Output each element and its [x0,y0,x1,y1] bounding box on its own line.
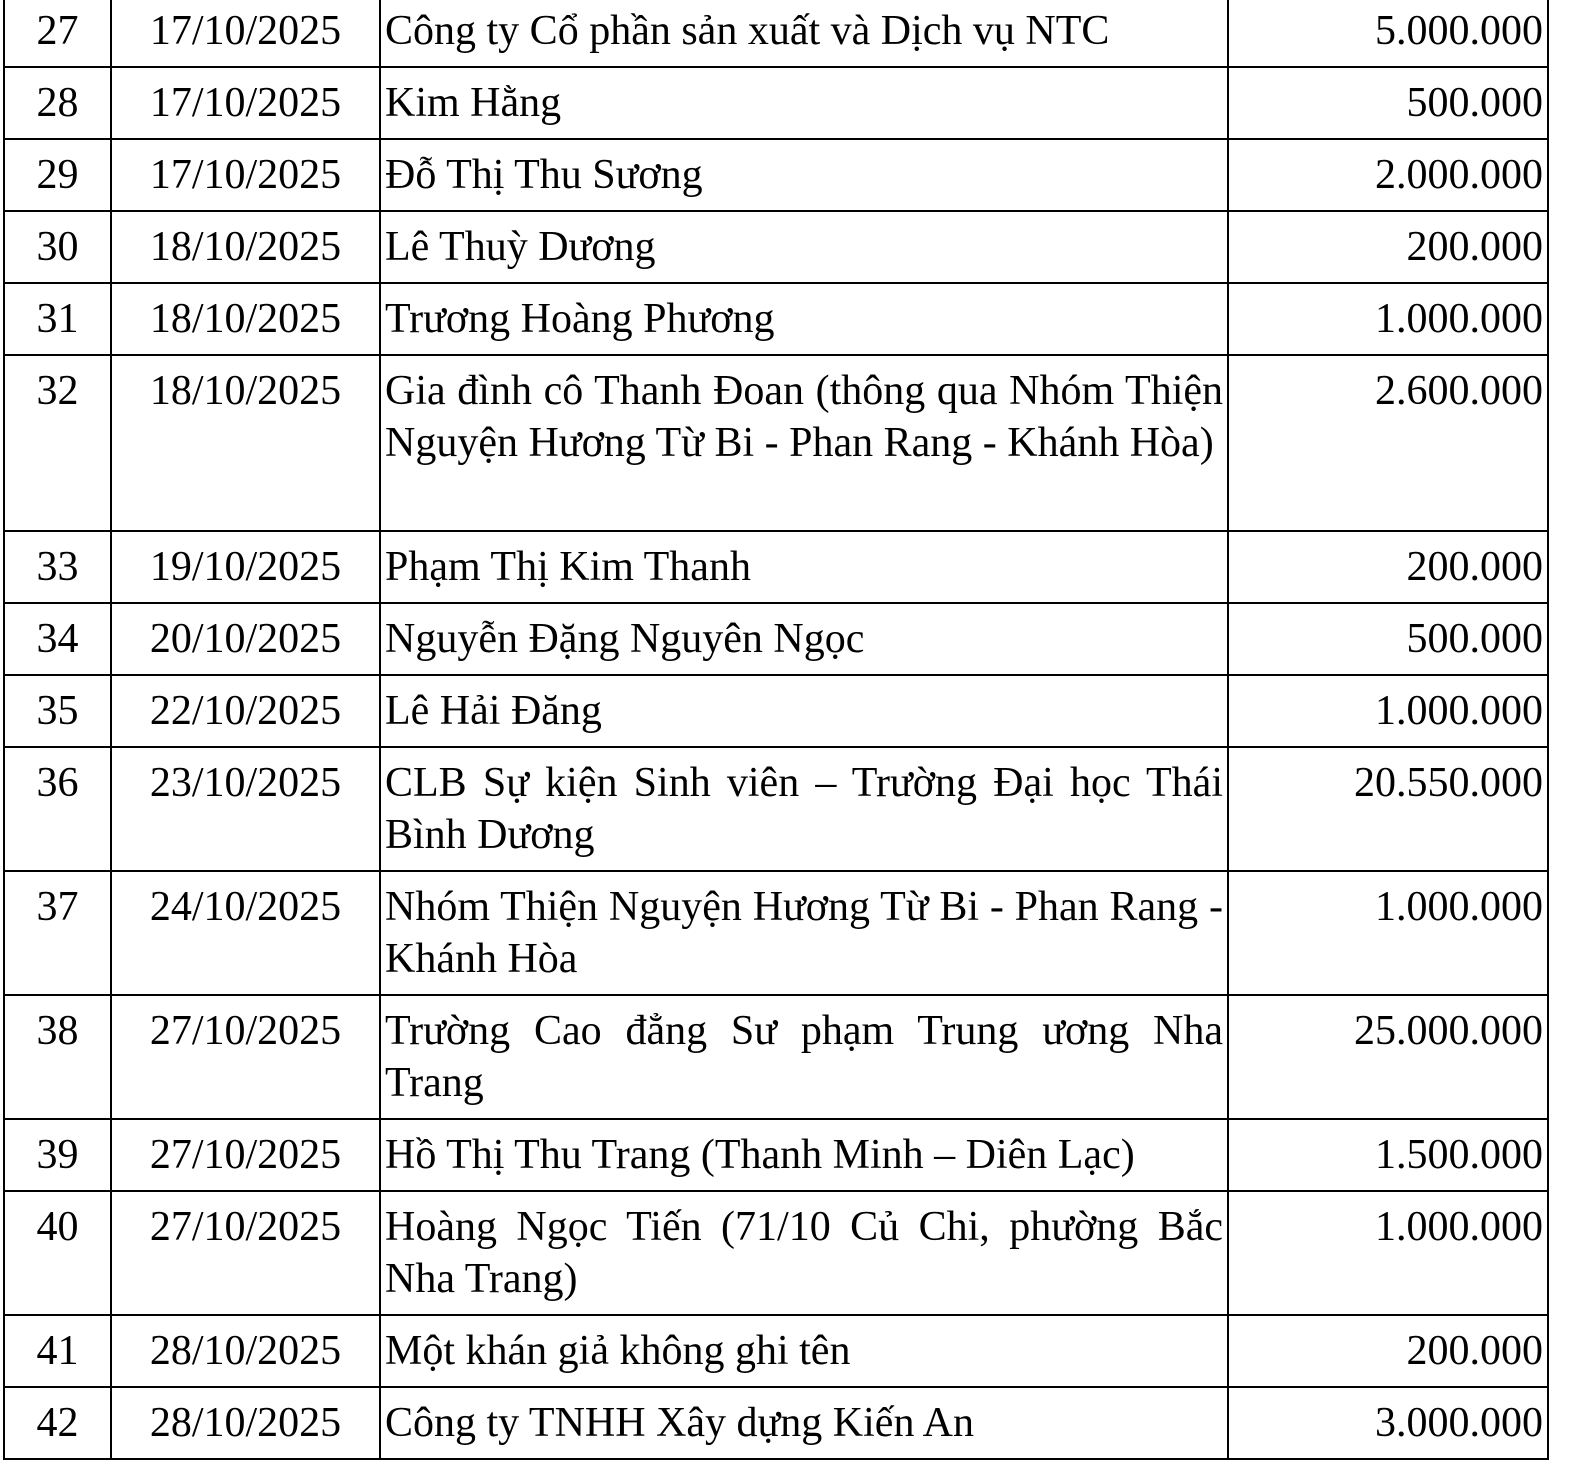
row-date: 28/10/2025 [111,1315,380,1387]
row-number: 39 [4,1119,111,1191]
donor-name: Nguyễn Đặng Nguyên Ngọc [380,603,1228,675]
donor-name: Một khán giả không ghi tên [380,1315,1228,1387]
table-row [4,603,1548,675]
donation-amount: 3.000.000 [1228,1387,1548,1459]
row-number: 32 [4,355,111,531]
row-date: 23/10/2025 [111,747,380,871]
donation-table [3,0,1549,1460]
row-number: 41 [4,1315,111,1387]
donation-amount: 5.000.000 [1228,0,1548,67]
row-date: 20/10/2025 [111,603,380,675]
row-number: 28 [4,67,111,139]
table-row [4,355,1548,531]
row-number: 33 [4,531,111,603]
table-row [4,67,1548,139]
row-date: 28/10/2025 [111,1387,380,1459]
donor-name: Lê Hải Đăng [380,675,1228,747]
row-date: 18/10/2025 [111,211,380,283]
donor-name: Trường Cao đẳng Sư phạm Trung ương Nha Trang [380,995,1228,1119]
table-row [4,675,1548,747]
table-row [4,1315,1548,1387]
donor-name: Đỗ Thị Thu Sương [380,139,1228,211]
donation-amount: 20.550.000 [1228,747,1548,871]
table-row [4,1119,1548,1191]
row-number: 38 [4,995,111,1119]
table-row [4,531,1548,603]
row-date: 18/10/2025 [111,355,380,531]
donor-name: Công ty Cổ phần sản xuất và Dịch vụ NTC [380,0,1228,67]
row-number: 27 [4,0,111,67]
donor-name: Nhóm Thiện Nguyện Hương Từ Bi - Phan Rang - Khánh Hòa [380,871,1228,995]
row-number: 42 [4,1387,111,1459]
donation-amount: 1.500.000 [1228,1119,1548,1191]
row-number: 31 [4,283,111,355]
table-row [4,747,1548,871]
row-number: 34 [4,603,111,675]
donor-name: Gia đình cô Thanh Đoan (thông qua Nhóm Thiện Nguyện Hương Từ Bi - Phan Rang - Khánh Hòa) [380,355,1228,531]
table-row [4,0,1548,67]
row-date: 17/10/2025 [111,0,380,67]
table-row [4,871,1548,995]
table-row [4,995,1548,1119]
donation-amount: 1.000.000 [1228,871,1548,995]
row-number: 36 [4,747,111,871]
table-row [4,211,1548,283]
row-date: 19/10/2025 [111,531,380,603]
donation-amount: 500.000 [1228,603,1548,675]
table-row [4,283,1548,355]
row-number: 30 [4,211,111,283]
donor-name: Trương Hoàng Phương [380,283,1228,355]
donor-name: CLB Sự kiện Sinh viên – Trường Đại học Thái Bình Dương [380,747,1228,871]
row-number: 29 [4,139,111,211]
donor-name: Hồ Thị Thu Trang (Thanh Minh – Diên Lạc) [380,1119,1228,1191]
row-number: 35 [4,675,111,747]
row-date: 24/10/2025 [111,871,380,995]
table-row [4,139,1548,211]
donor-name: Lê Thuỳ Dương [380,211,1228,283]
row-number: 40 [4,1191,111,1315]
table-row [4,1191,1548,1315]
donor-name: Kim Hằng [380,67,1228,139]
row-date: 27/10/2025 [111,1191,380,1315]
donor-name: Công ty TNHH Xây dựng Kiến An [380,1387,1228,1459]
donation-amount: 2.600.000 [1228,355,1548,531]
row-date: 22/10/2025 [111,675,380,747]
table-row [4,1387,1548,1459]
donation-amount: 25.000.000 [1228,995,1548,1119]
row-date: 27/10/2025 [111,1119,380,1191]
donation-amount: 200.000 [1228,1315,1548,1387]
donor-name: Hoàng Ngọc Tiến (71/10 Củ Chi, phường Bắc Nha Trang) [380,1191,1228,1315]
row-number: 37 [4,871,111,995]
donation-amount: 2.000.000 [1228,139,1548,211]
donation-amount: 500.000 [1228,67,1548,139]
row-date: 17/10/2025 [111,139,380,211]
donation-amount: 1.000.000 [1228,283,1548,355]
row-date: 17/10/2025 [111,67,380,139]
row-date: 27/10/2025 [111,995,380,1119]
donor-name: Phạm Thị Kim Thanh [380,531,1228,603]
donation-amount: 200.000 [1228,211,1548,283]
donation-amount: 200.000 [1228,531,1548,603]
donation-amount: 1.000.000 [1228,1191,1548,1315]
donation-amount: 1.000.000 [1228,675,1548,747]
row-date: 18/10/2025 [111,283,380,355]
